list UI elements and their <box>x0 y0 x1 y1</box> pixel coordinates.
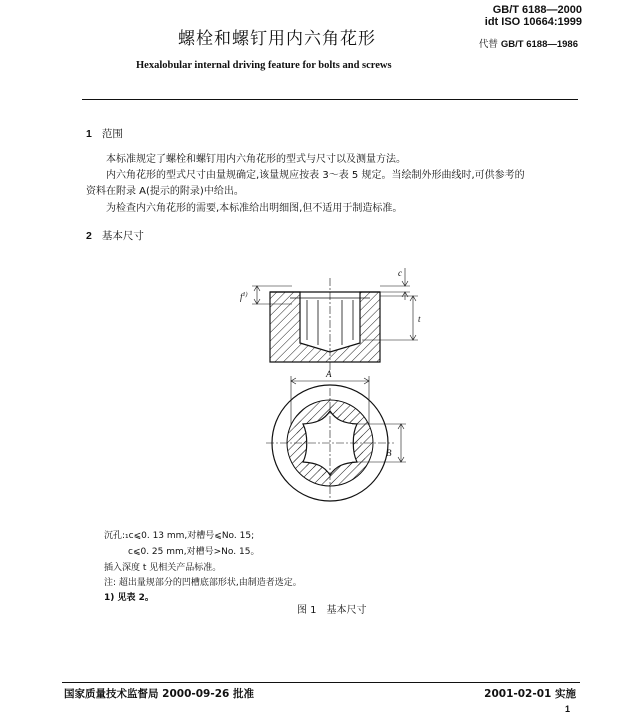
figure-note: 插入深度 t 见相关产品标准。 <box>104 563 222 573</box>
figure-caption-title: 基本尺寸 <box>326 605 367 616</box>
dim-label-t: t <box>418 314 421 324</box>
dim-label-f: $f^{1)}$ <box>240 292 248 302</box>
replaces-standard: GB/T 6188—1986 <box>500 39 578 50</box>
title-chinese: 螺栓和螺钉用内六角花形 <box>178 29 376 49</box>
section-1-title: 范围 <box>101 128 123 140</box>
section-2-number: 2 <box>86 230 92 242</box>
idt-line: idt ISO 10664:1999 <box>484 16 582 28</box>
section-view <box>240 268 421 372</box>
title-english: Hexalobular internal driving feature for bolts and screws <box>136 60 392 71</box>
paragraph: 为检查内六角花形的需要,本标准给出明细图,但不适用于制造标准。 <box>106 203 403 214</box>
hatched-material <box>270 292 380 362</box>
figure-note: c⩽0. 25 mm,对槽号>No. 15。 <box>128 547 260 557</box>
figure-note: 注: 超出量规部分的凹槽底部形状,由制造者选定。 <box>104 578 302 588</box>
standard-number: GB/T 6188—2000 <box>492 4 582 16</box>
paragraph: 本标准规定了螺栓和螺钉用内六角花形的型式与尺寸以及测量方法。 <box>106 154 406 165</box>
plan-view <box>266 369 406 501</box>
dim-label-B: B <box>386 448 392 458</box>
effective-date: 2001-02-01 实施 <box>484 688 576 700</box>
figure-caption <box>297 601 367 616</box>
dim-label-A: A <box>326 369 332 379</box>
paragraph: 内六角花形的型式尺寸由量规确定,该量规应按表 3～表 5 规定。当绘制外形曲线时,可供参考的 <box>106 170 525 181</box>
replaces-prefix: 代替 <box>478 39 498 50</box>
section-2-title: 基本尺寸 <box>101 230 144 242</box>
page-number: 1 <box>564 704 570 714</box>
paragraph-continued: 资料在附录 A(提示的附录)中给出。 <box>86 186 244 197</box>
figure-note: 沉孔:₁c⩽0. 13 mm,对槽号⩽No. 15; <box>104 531 255 541</box>
dim-label-c: c <box>398 268 402 278</box>
section-1-number: 1 <box>86 128 92 140</box>
figure-caption-number: 图 1 <box>297 605 317 616</box>
footnote: 1) 见表 2。 <box>104 593 154 603</box>
approval-line: 国家质量技术监督局 2000-09-26 批准 <box>64 688 254 700</box>
footer-divider <box>62 682 580 683</box>
